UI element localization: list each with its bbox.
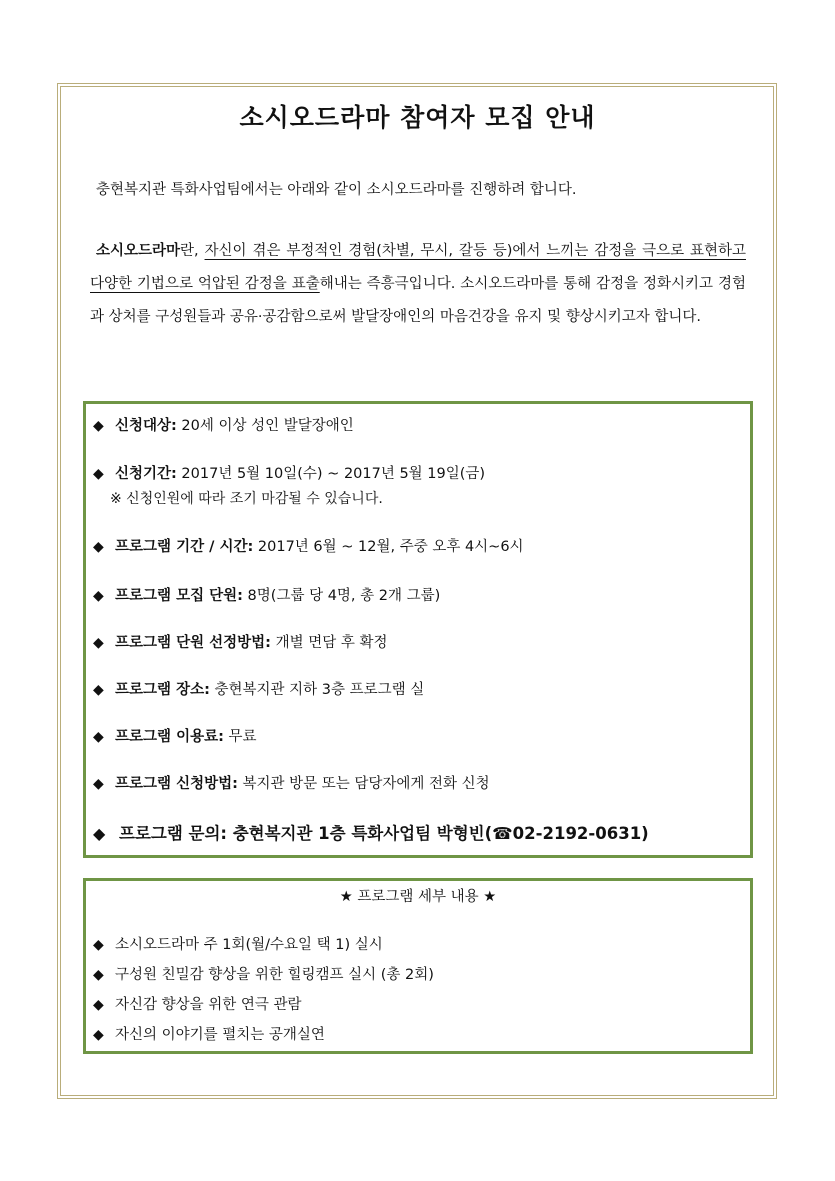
description-underline-1: 자신이 겪은 부정적인 경험(차별, 무시, 갈등 등)에서 느끼는 감정을 극으로 표현하고 <box>204 243 746 259</box>
info-label: 프로그램 이용료: <box>115 729 224 745</box>
contact-text: 프로그램 문의: 충현복지관 1층 특화사업팀 박형빈(☎02-2192-0631) <box>119 824 649 843</box>
info-value: 충현복지관 지하 3층 프로그램 실 <box>209 682 425 698</box>
description-text-1: 란, <box>180 243 205 259</box>
detail-text: 구성원 친밀감 향상을 위한 힐링캠프 실시 (총 2회) <box>115 967 434 983</box>
detail-text: 자신의 이야기를 펼치는 공개실연 <box>115 1027 325 1043</box>
detail-item <box>93 993 302 1014</box>
diamond-bullet-icon: ◆ <box>93 997 104 1013</box>
info-item-location <box>93 678 424 699</box>
info-label: 프로그램 모집 단원: <box>115 588 243 604</box>
diamond-bullet-icon: ◆ <box>93 588 104 604</box>
detail-item <box>93 933 383 954</box>
description-term: 소시오드라마 <box>96 243 181 259</box>
diamond-bullet-icon: ◆ <box>93 824 106 843</box>
info-value: 복지관 방문 또는 담당자에게 전화 신청 <box>237 776 490 792</box>
diamond-bullet-icon: ◆ <box>93 729 104 745</box>
diamond-bullet-icon: ◆ <box>93 776 104 792</box>
info-value: 2017년 6월 ~ 12월, 주중 오후 4시~6시 <box>253 539 524 555</box>
info-item-target <box>93 414 354 435</box>
info-item-selection <box>93 631 387 652</box>
info-item-period <box>93 462 485 483</box>
detail-text: 소시오드라마 주 1회(월/수요일 택 1) 실시 <box>115 937 383 953</box>
description-underline-2: 다양한 기법으로 억압된 감정을 표출 <box>90 276 320 292</box>
diamond-bullet-icon: ◆ <box>93 539 104 555</box>
info-value: 개별 면담 후 확정 <box>270 635 388 651</box>
diamond-bullet-icon: ◆ <box>93 418 104 434</box>
diamond-bullet-icon: ◆ <box>93 1027 104 1043</box>
diamond-bullet-icon: ◆ <box>93 682 104 698</box>
info-value: 2017년 5월 10일(수) ~ 2017년 5월 19일(금) <box>176 466 486 482</box>
info-label: 신청기간: <box>115 466 177 482</box>
detail-item <box>93 1023 325 1044</box>
info-label: 프로그램 단원 선정방법: <box>115 635 271 651</box>
intro-text: 충현복지관 특화사업팀에서는 아래와 같이 소시오드라마를 진행하려 합니다. <box>96 182 577 198</box>
info-value: 무료 <box>223 729 257 745</box>
page-title: 소시오드라마 참여자 모집 안내 <box>239 103 596 132</box>
info-label: 신청대상: <box>115 418 177 434</box>
detail-item <box>93 963 434 984</box>
diamond-bullet-icon: ◆ <box>93 466 104 482</box>
description-paragraph <box>90 235 746 334</box>
diamond-bullet-icon: ◆ <box>93 937 104 953</box>
detail-text: 자신감 향상을 위한 연극 관람 <box>115 997 302 1013</box>
contact-info <box>93 820 649 844</box>
info-item-method <box>93 772 490 793</box>
diamond-bullet-icon: ◆ <box>93 635 104 651</box>
info-item-fee <box>93 725 257 746</box>
description-text-3: 해내는 즉흥극입니다. 소시오드라마를 통해 감정을 정화시키고 경험과 상처를 구성원들과 공유·공감함으로써 발달장애인의 마음건강을 유지 및 향상시키고자 합니다. <box>90 276 746 325</box>
info-value: 8명(그룹 당 4명, 총 2개 그룹) <box>242 588 441 604</box>
info-item-members <box>93 584 440 605</box>
program-details-title: ★ 프로그램 세부 내용 ★ <box>339 889 497 905</box>
info-value: 20세 이상 성인 발달장애인 <box>176 418 354 434</box>
info-item-schedule <box>93 535 524 556</box>
info-label: 프로그램 신청방법: <box>115 776 238 792</box>
diamond-bullet-icon: ◆ <box>93 967 104 983</box>
period-note: ※ 신청인원에 따라 조기 마감될 수 있습니다. <box>110 491 383 507</box>
info-label: 프로그램 기간 / 시간: <box>115 539 254 555</box>
info-label: 프로그램 장소: <box>115 682 210 698</box>
